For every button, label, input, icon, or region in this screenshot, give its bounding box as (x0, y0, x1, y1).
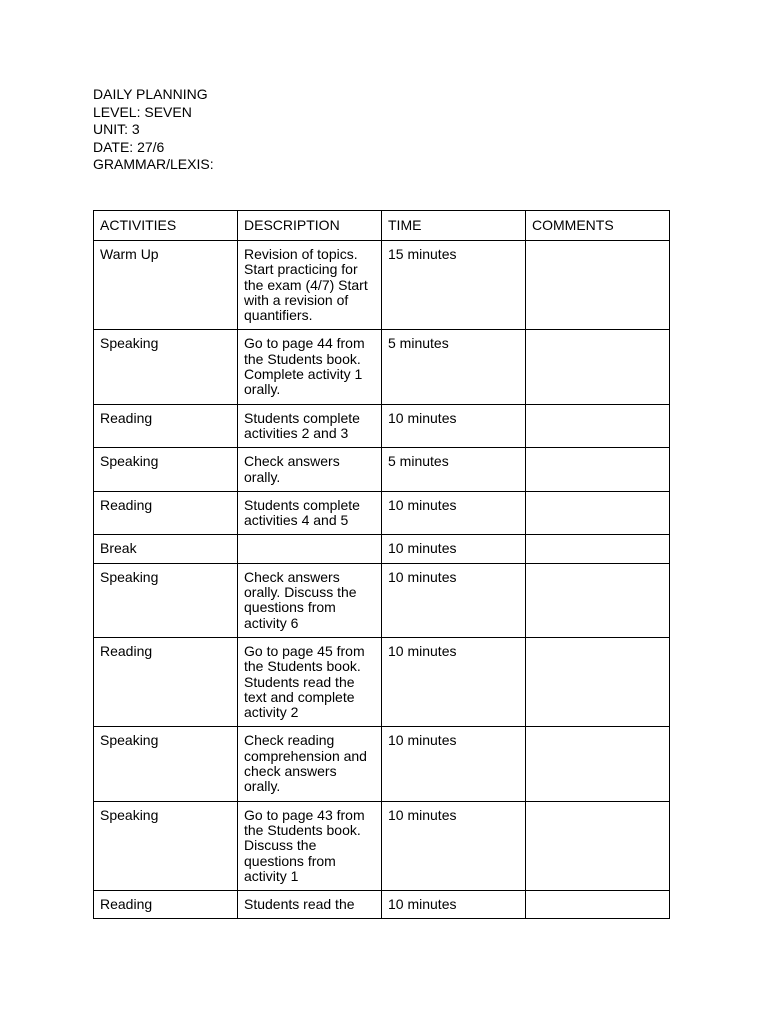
comments-cell (526, 241, 670, 330)
table-row (94, 404, 670, 448)
planning-table (93, 210, 670, 919)
column-header-description: DESCRIPTION (238, 211, 382, 241)
time-cell: 10 minutes (382, 563, 526, 637)
time-cell: 10 minutes (382, 535, 526, 563)
activity-cell: Speaking (94, 801, 238, 890)
description-cell: Go to page 43 from the Students book. Discuss the questions from activity 1 (238, 801, 382, 890)
description-cell: Check answers orally. Discuss the questions from activity 6 (238, 563, 382, 637)
table-row (94, 448, 670, 492)
time-cell: 15 minutes (382, 241, 526, 330)
activity-cell: Speaking (94, 448, 238, 492)
grammar-lexis-line: GRAMMAR/LEXIS: (93, 156, 214, 172)
comments-cell (526, 448, 670, 492)
description-cell: Students complete activities 2 and 3 (238, 404, 382, 448)
time-cell: 5 minutes (382, 330, 526, 404)
comments-cell (526, 727, 670, 801)
comments-cell (526, 535, 670, 563)
description-cell: Go to page 44 from the Students book. Complete activity 1 orally. (238, 330, 382, 404)
table-row (94, 801, 670, 890)
table-row (94, 563, 670, 637)
description-cell: Go to page 45 from the Students book. Students read the text and complete activity 2 (238, 637, 382, 726)
description-cell: Students read the (238, 891, 382, 919)
activity-cell: Break (94, 535, 238, 563)
activity-cell: Warm Up (94, 241, 238, 330)
comments-cell (526, 637, 670, 726)
description-cell (238, 535, 382, 563)
table-header-row (94, 211, 670, 241)
comments-cell (526, 801, 670, 890)
description-cell: Check answers orally. (238, 448, 382, 492)
comments-cell (526, 891, 670, 919)
activity-cell: Speaking (94, 563, 238, 637)
table-row (94, 491, 670, 535)
column-header-comments: COMMENTS (526, 211, 670, 241)
table-row (94, 241, 670, 330)
time-cell: 10 minutes (382, 801, 526, 890)
time-cell: 10 minutes (382, 404, 526, 448)
activity-cell: Reading (94, 404, 238, 448)
document-title: DAILY PLANNING (93, 86, 208, 102)
description-cell: Revision of topics. Start practicing for the exam (4/7) Start with a revision of quantifiers. (238, 241, 382, 330)
description-cell: Students complete activities 4 and 5 (238, 491, 382, 535)
time-cell: 10 minutes (382, 727, 526, 801)
table-row (94, 727, 670, 801)
table-row (94, 891, 670, 919)
comments-cell (526, 491, 670, 535)
table-row (94, 535, 670, 563)
time-cell: 10 minutes (382, 491, 526, 535)
date-line: DATE: 27/6 (93, 138, 165, 155)
comments-cell (526, 563, 670, 637)
column-header-activities: ACTIVITIES (94, 211, 238, 241)
comments-cell (526, 404, 670, 448)
activity-cell: Speaking (94, 330, 238, 404)
level-line: LEVEL: SEVEN (93, 103, 192, 120)
activity-cell: Reading (94, 491, 238, 535)
activity-cell: Reading (94, 891, 238, 919)
description-cell: Check reading comprehension and check answers orally. (238, 727, 382, 801)
table-row (94, 637, 670, 726)
unit-line: UNIT: 3 (93, 121, 140, 137)
activity-cell: Speaking (94, 727, 238, 801)
activity-cell: Reading (94, 637, 238, 726)
time-cell: 5 minutes (382, 448, 526, 492)
comments-cell (526, 330, 670, 404)
document-header (93, 86, 214, 174)
time-cell: 10 minutes (382, 891, 526, 919)
column-header-time: TIME (382, 211, 526, 241)
table-row (94, 330, 670, 404)
time-cell: 10 minutes (382, 637, 526, 726)
